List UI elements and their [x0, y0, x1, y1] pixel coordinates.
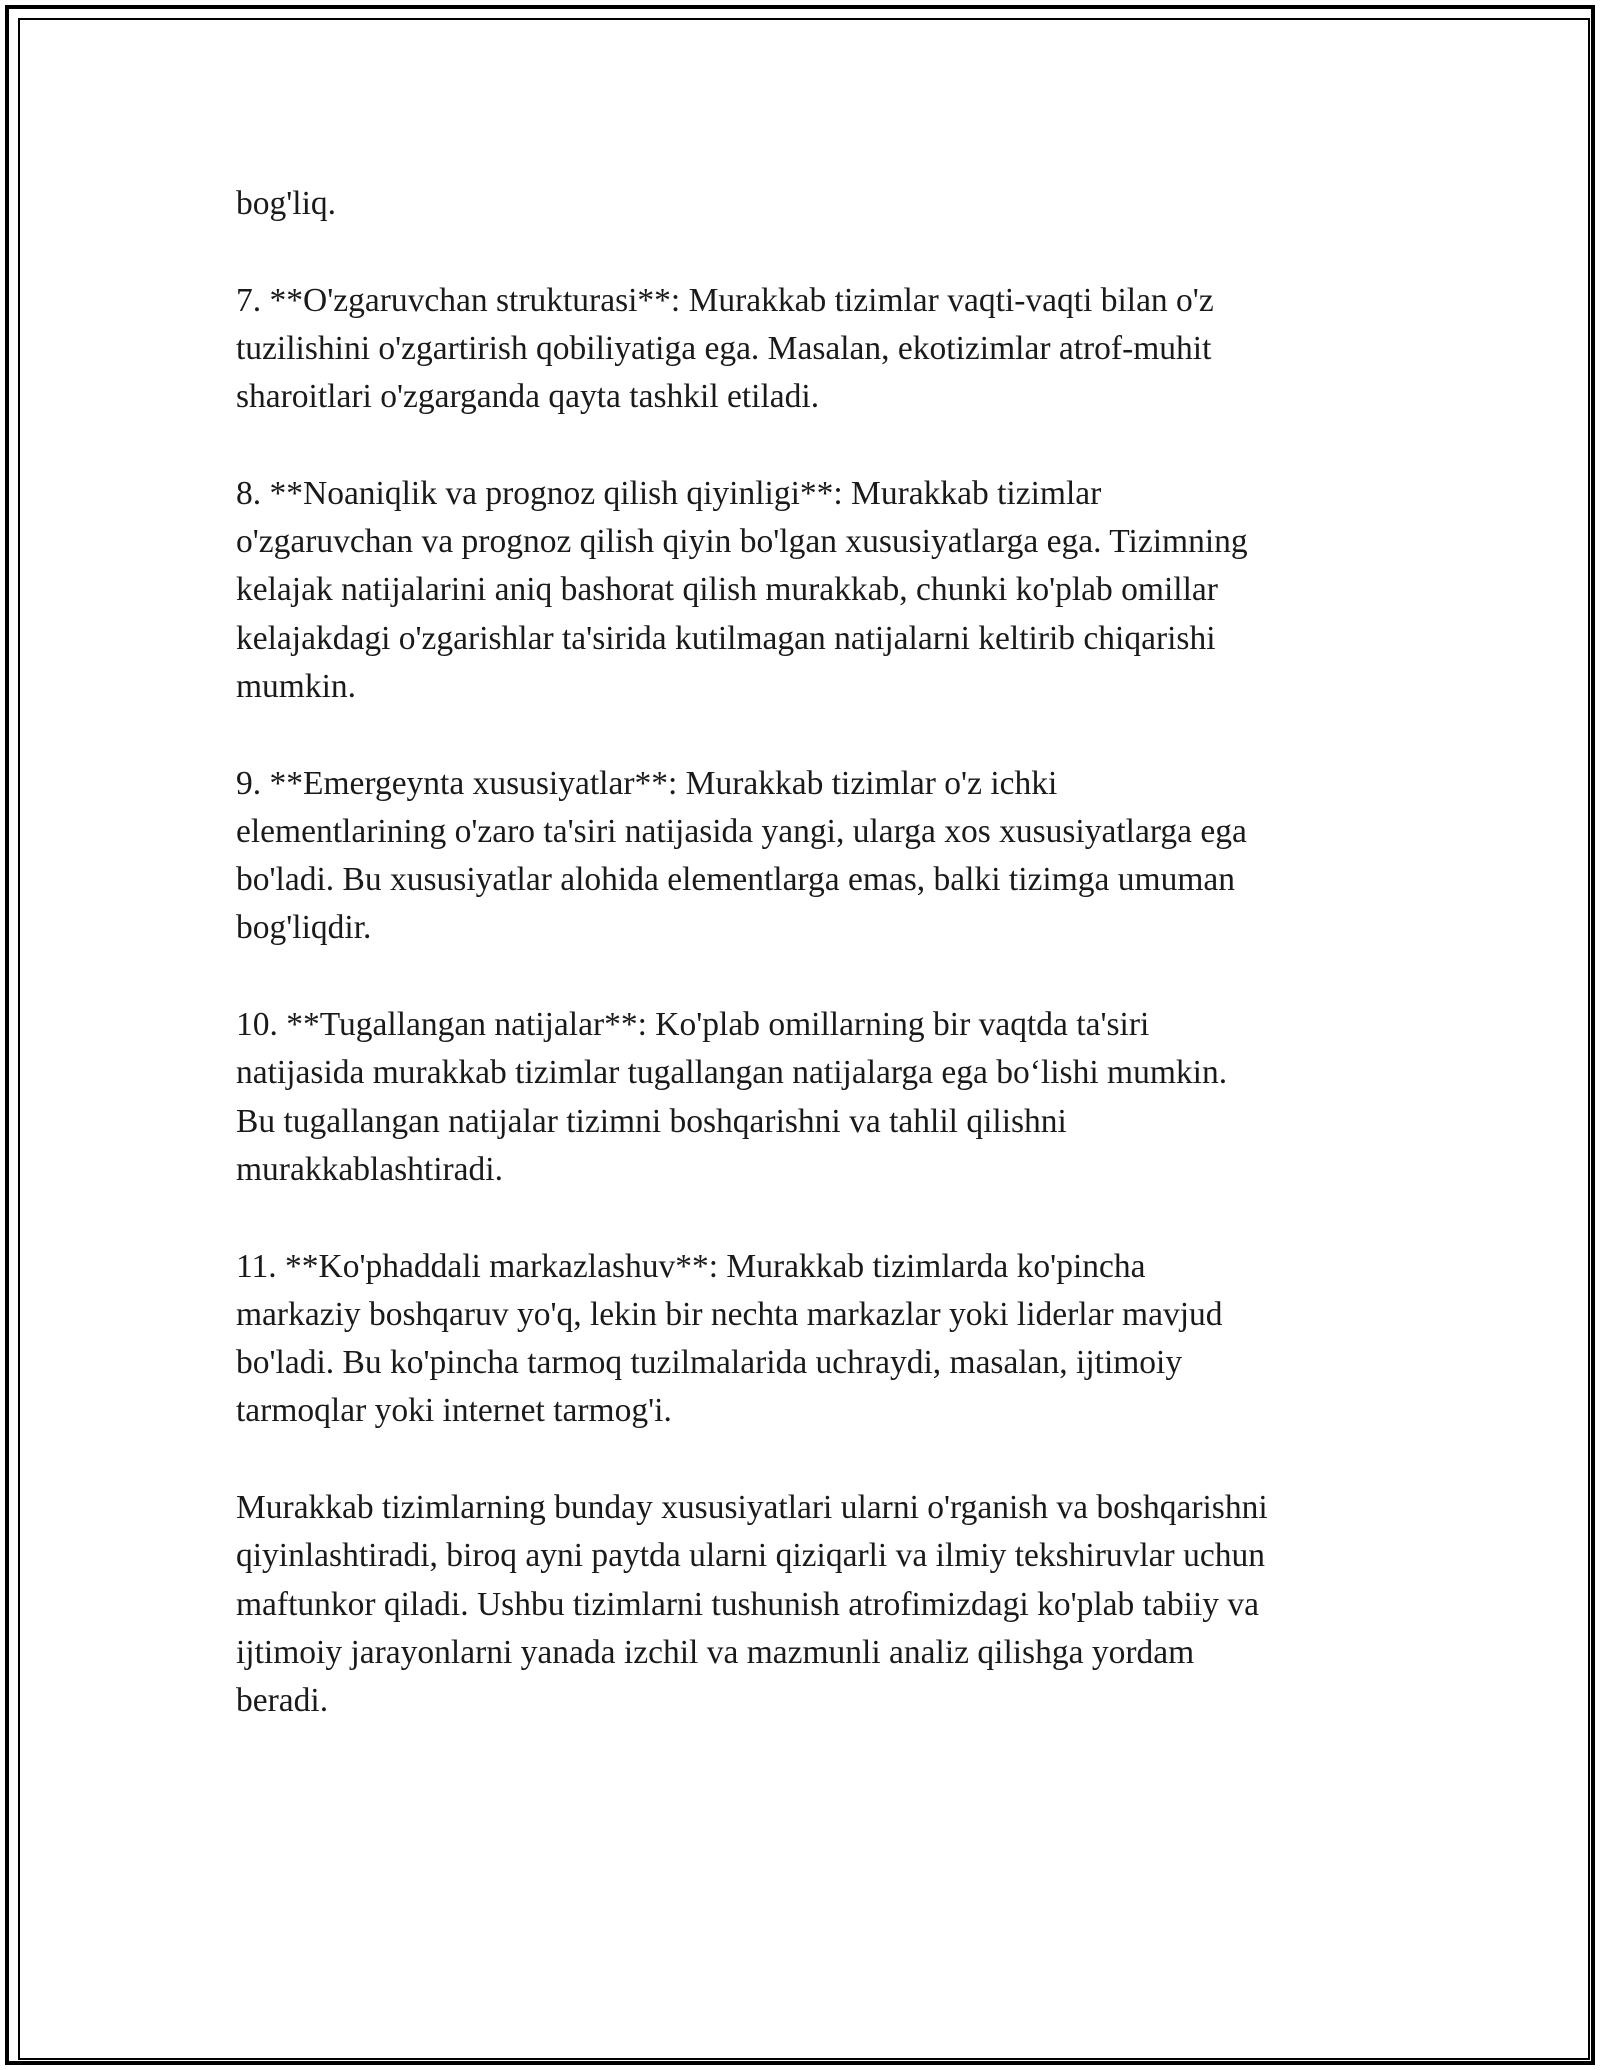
paragraph-conclusion: Murakkab tizimlarning bunday xususiyatlari ularni o'rganish va boshqarishni qiyinlashtiradi, biroq ayni paytda ularni qiziqarli va ilmiy tekshiruvlar uchun maftunkor qiladi. Ushbu tizimlarni tushunish atrofimizdagi ko'plab tabiiy va ijtimoiy jarayonlarni yanada izchil va mazmunli analiz qilishga yordam beradi. [236, 1489, 1268, 1720]
paragraph-item-10: 10. **Tugallangan natijalar**: Ko'plab omillarning bir vaqtda ta'siri natijasida murakkab tizimlar tugallangan natijalarga ega bo‘lishi mumkin. Bu tugallangan natijalar tizimni boshqarishni va tahlil qilishni murakkablashtiradi. [236, 1006, 1228, 1188]
paragraph-item-9: 9. **Emergeynta xususiyatlar**: Murakkab tizimlar o'z ichki elementlarining o'zaro ta'siri natijasida yangi, ularga xos xususiyatlarga ega bo'ladi. Bu xususiyatlar alohida elementlarga emas, balki tizimga umuman bog'liqdir. [236, 764, 1247, 947]
paragraph-item-7: 7. **O'zgaruvchan strukturasi**: Murakkab tizimlar vaqti-vaqti bilan o'z tuzilishini o'zgartirish qobiliyatiga ega. Masalan, ekotizimlar atrof-muhit sharoitlari o'zgarganda qayta tashkil etiladi. [236, 281, 1214, 416]
paragraph-continuation: bog'liq. [236, 185, 337, 222]
document-body [236, 180, 1386, 1774]
paragraph-item-11: 11. **Ko'phaddali markazlashuv**: Murakkab tizimlarda ko'pincha markaziy boshqaruv yo'q, lekin bir nechta markazlar yoki liderlar mavjud bo'ladi. Bu ko'pincha tarmoq tuzilmalarida uchraydi, masalan, ijtimoiy tarmoqlar yoki internet tarmog'i. [236, 1247, 1223, 1430]
paragraph-item-8: 8. **Noaniqlik va prognoz qilish qiyinligi**: Murakkab tizimlar o'zgaruvchan va prognoz qilish qiyin bo'lgan xususiyatlarga ega. Tizimning kelajak natijalarini aniq bashorat qilish murakkab, chunki ko'plab omillar kelajakdagi o'zgarishlar ta'sirida kutilmagan natijalarni keltirib chiqarishi mumkin. [236, 474, 1248, 705]
